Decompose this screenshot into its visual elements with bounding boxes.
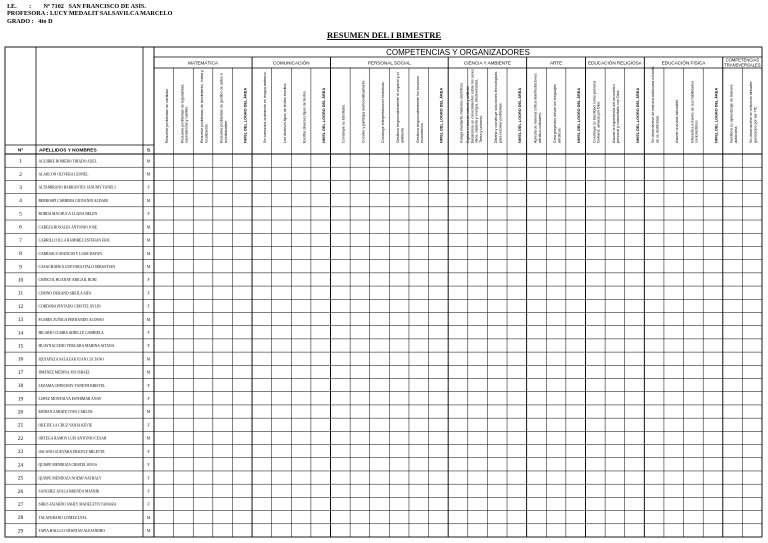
column-header-text: Construye su identidad como persona bbox=[592, 80, 597, 143]
column-header-text: económicos. bbox=[420, 122, 425, 143]
student-sex: M bbox=[146, 436, 151, 441]
nivel-logro-header bbox=[517, 88, 522, 143]
student-number: 28 bbox=[17, 515, 24, 522]
student-number: 20 bbox=[17, 409, 24, 416]
column-header-text: Lee diversos tipos de textos escritos. bbox=[282, 82, 287, 143]
student-name: HUAYNACCHIO VERGARA MARINA AITANA bbox=[38, 344, 115, 349]
column-header-text: Aprecia de manera crítica manifestaciones bbox=[533, 73, 538, 143]
column-header-text: NIVEL DEL LOGRO DEL ÁREA bbox=[635, 87, 640, 143]
student-sex: F bbox=[147, 476, 150, 481]
column-header-text: Escribe diversos tipos de textos. bbox=[302, 90, 307, 143]
competencia-header bbox=[592, 80, 600, 143]
competencia-header bbox=[675, 99, 679, 143]
student-number: 22 bbox=[17, 435, 24, 442]
column-header-text: Asume una vida saludable. bbox=[675, 98, 680, 143]
student-sex: M bbox=[146, 357, 151, 362]
student-name: BERROSPI CABRERA GIOVANNI ALDAIR bbox=[38, 198, 108, 203]
nivel-logro-header bbox=[713, 88, 718, 143]
student-number: 3 bbox=[19, 185, 22, 192]
student-name: CABEZA ROSALES ANTONIO JOSE bbox=[38, 225, 98, 230]
nivel-logro-header bbox=[635, 88, 640, 143]
student-name: ORTEGA RAMOS LUIS ANTONIO CESAR bbox=[38, 436, 107, 441]
column-header-text: NIVEL DEL LOGRO DEL ÁREA bbox=[518, 87, 523, 143]
student-number: 12 bbox=[17, 303, 24, 310]
column-header-text: Crea proyectos desde los lenguajes bbox=[553, 84, 558, 143]
student-number: 27 bbox=[17, 501, 24, 508]
student-number: 25 bbox=[17, 475, 24, 482]
profesora-line: PROFESORA : LUCY MEDALIT SALSAVILCA MARCELO bbox=[7, 10, 173, 18]
student-name: CARRASCO MANCISI Y LIAM DAYAN bbox=[38, 251, 103, 256]
area-header: COMPETENCIAS bbox=[725, 57, 760, 63]
competencia-header bbox=[651, 66, 659, 143]
student-number: 29 bbox=[17, 528, 24, 535]
student-number: 24 bbox=[17, 462, 24, 469]
competencia-header bbox=[416, 76, 424, 143]
student-sex: M bbox=[146, 264, 151, 269]
student-name: TALAVERANO GOMEZ LYAL bbox=[38, 515, 87, 520]
student-number: 19 bbox=[17, 396, 24, 403]
column-header-text: de su motricidad. bbox=[655, 114, 660, 143]
student-sex: M bbox=[146, 529, 151, 534]
student-name: CORDOBA PINTADO CRISTEL AYLIN bbox=[38, 304, 101, 309]
column-header-text: Tierra y universo. bbox=[478, 114, 483, 143]
student-name: FLORES ZUÑIGA FERNANDO ALONSO bbox=[38, 317, 104, 322]
column-header-text: NIVEL DEL LOGRO DEL ÁREA bbox=[243, 87, 248, 143]
column-header-text: autónoma. bbox=[733, 125, 738, 143]
competencia-header bbox=[553, 84, 561, 143]
student-name: HILARIO CUSIBA ADIELLE GABRIELA bbox=[38, 330, 104, 335]
column-header-text: NIVEL DEL LOGRO DEL ÁREA bbox=[439, 87, 444, 143]
student-name: ORE DE LA CRUZ VANIA KEVIE bbox=[38, 423, 93, 428]
student-sex: M bbox=[146, 410, 151, 415]
student-number: 21 bbox=[17, 422, 24, 429]
column-header-text: Se comunica oralmente en lengua materna. bbox=[263, 71, 268, 143]
student-sex: F bbox=[147, 449, 150, 454]
student-sex: M bbox=[146, 515, 151, 520]
area-header: EDUCACIÓN RELIGIOSA bbox=[588, 60, 642, 66]
student-sex: F bbox=[147, 502, 150, 507]
student-sex: F bbox=[147, 423, 150, 428]
competencia-header bbox=[533, 73, 541, 143]
student-number: 15 bbox=[17, 343, 24, 350]
column-header-text: Resuelve problemas de gestión de datos e bbox=[219, 73, 224, 143]
student-number: 23 bbox=[17, 449, 24, 456]
header-no: Nº bbox=[17, 148, 24, 154]
student-sex: F bbox=[147, 304, 150, 309]
area-header: COMUNICACIÓN bbox=[273, 60, 310, 66]
column-header-text: localización. bbox=[204, 122, 209, 143]
student-sex: F bbox=[147, 185, 150, 190]
competencia-header bbox=[494, 72, 502, 143]
column-header-text: Interactúa a través de sus habilidades bbox=[690, 80, 695, 143]
student-sex: F bbox=[147, 212, 150, 217]
column-header-text: personal y comunitario con Dios. bbox=[616, 89, 621, 143]
student-name: SIRES FAJARDO ASHLY MADELEYN TAMARA bbox=[38, 502, 117, 507]
student-name: AGUIRRE ROMERO TIRADO AXEL bbox=[38, 159, 97, 164]
page-title: RESUMEN DEL I BIMESTRE bbox=[326, 30, 442, 40]
competencia-header bbox=[690, 81, 698, 143]
area-header: TRANSVERSALES bbox=[724, 62, 761, 68]
column-header-text: Explica el mundo natural y artificial bbox=[466, 86, 471, 143]
student-name: SANCHEZ AYALA BRENDA MAYRIK bbox=[38, 489, 100, 494]
student-number: 8 bbox=[19, 251, 22, 258]
student-sex: M bbox=[146, 159, 151, 164]
student-name: QUISPE MENDOZA NOEMI NATHALY bbox=[38, 476, 102, 481]
header-apellidos-nombres: APELLIDOS Y NOMBRES bbox=[39, 148, 97, 154]
column-header-text: Resuelve problemas de regularidad, bbox=[180, 83, 185, 143]
competencia-header bbox=[165, 88, 169, 143]
student-sex: F bbox=[147, 463, 150, 468]
column-header-text: basándose en conocimientos sobre los seres bbox=[470, 69, 475, 143]
competencia-header bbox=[466, 69, 483, 143]
column-header-text: generados por las TIC. bbox=[753, 105, 758, 143]
competencia-header bbox=[263, 71, 267, 143]
column-header-text: equivalencia y cambio. bbox=[184, 105, 189, 143]
student-name: LEZAMA CHINCHAY YANETH KRISTEL bbox=[38, 383, 106, 388]
student-sex: M bbox=[146, 370, 151, 375]
student-sex: M bbox=[146, 251, 151, 256]
competencia-header bbox=[342, 104, 346, 143]
student-name: CASACHAHUA GUEVARA ITALO SEBASTIAN bbox=[38, 264, 116, 269]
column-header-text: Asume la experiencia del encuentro bbox=[611, 84, 616, 143]
area-header: MATEMÁTICA bbox=[188, 60, 218, 66]
student-sex: F bbox=[147, 330, 150, 335]
column-header-text: Convive y participa democráticamente. bbox=[361, 79, 366, 143]
student-number: 2 bbox=[19, 171, 22, 178]
area-header: CIENCIA Y AMBIENTE bbox=[463, 60, 511, 66]
student-sex: F bbox=[147, 489, 150, 494]
ie-value: Nº 7102 SAN FRANCISCO DE ASIS. bbox=[43, 3, 146, 10]
competencia-header bbox=[200, 70, 208, 143]
column-header-text: ambiente. bbox=[400, 126, 405, 143]
column-header-text: Se desenvuelve de manera autónoma a través bbox=[651, 66, 656, 143]
area-header: PERSONAL SOCIAL bbox=[367, 60, 411, 66]
student-name: MORAN ZARATE IVAN CARLOS bbox=[38, 410, 93, 415]
column-header-text: Indaga mediante métodos científicos. bbox=[459, 81, 464, 143]
header-sexo: S bbox=[146, 148, 151, 154]
student-number: 5 bbox=[19, 211, 22, 218]
competencia-header bbox=[396, 72, 404, 143]
competencia-header bbox=[180, 84, 188, 143]
column-header-text: sociomotrices. bbox=[694, 119, 699, 143]
student-name: QUISPE MENDOZA CRISTEL ROUS bbox=[38, 463, 98, 468]
column-header-text: Diseña y construye soluciones tecnológicas bbox=[494, 71, 499, 143]
nivel-logro-header bbox=[576, 88, 581, 143]
student-number: 7 bbox=[19, 237, 22, 244]
nivel-logro-header bbox=[439, 88, 444, 143]
student-name: ALTAMIRANO BARRANTES JANUMY YANELI bbox=[38, 185, 116, 190]
student-number: 6 bbox=[19, 224, 22, 231]
nivel-logro-header bbox=[243, 88, 248, 143]
student-number: 26 bbox=[17, 488, 24, 495]
student-number: 17 bbox=[17, 369, 24, 376]
student-sex: F bbox=[147, 383, 150, 388]
student-number: 10 bbox=[17, 277, 24, 284]
ie-separator: : bbox=[29, 3, 32, 10]
competencia-header bbox=[283, 83, 287, 143]
column-header-text: Gestiona responsablemente los recursos bbox=[415, 75, 420, 143]
student-name: CIMINO DURAND SHEILA SIFA bbox=[38, 291, 92, 296]
student-number: 11 bbox=[17, 290, 24, 297]
student-name: BORDA MACHUCA LUANA BELEN bbox=[38, 212, 98, 217]
column-header-text: Construye interpretaciones históricas. bbox=[380, 81, 385, 143]
student-sex: F bbox=[147, 397, 150, 402]
student-name: LOPEZ MONTALVA ESTHIMAR ANAY bbox=[38, 397, 102, 402]
column-header-text: artístico-culturales. bbox=[537, 112, 542, 143]
ie-label: I.E. bbox=[7, 3, 17, 10]
competencia-header bbox=[302, 90, 306, 143]
student-name: TAPIA HALLCO CRISTIAN ALEJANDRO bbox=[38, 529, 106, 534]
column-header-text: Gestiona su aprendizaje de manera bbox=[729, 84, 734, 143]
student-sex: M bbox=[146, 238, 151, 243]
student-number: 1 bbox=[19, 158, 22, 165]
student-number: 13 bbox=[17, 317, 24, 324]
column-header-text: artísticos. bbox=[557, 127, 562, 143]
student-sex: M bbox=[146, 317, 151, 322]
column-header-text: vivos, materia y energía, biodiversidad, bbox=[474, 79, 479, 143]
area-header: ARTE bbox=[549, 60, 563, 66]
column-header-text: Gestiona responsablemente el espacio y el bbox=[396, 72, 401, 143]
grado-line: GRADO : 4to D bbox=[7, 17, 53, 25]
competencia-header bbox=[459, 82, 463, 143]
competencia-header bbox=[612, 84, 620, 143]
column-header-text: Resuelve problemas de movimiento, forma y bbox=[200, 70, 205, 143]
column-header-text: Se desenvuelve en entornos virtuales bbox=[749, 81, 754, 143]
column-header-text: NIVEL DEL LOGRO DEL ÁREA bbox=[714, 87, 719, 143]
student-name: IQUIAPAZA SALAZAR JUAN LUCIANO bbox=[38, 357, 104, 362]
area-header: EDUCACIÓN FÍSICA bbox=[661, 60, 706, 66]
column-header-text: NIVEL DEL LOGRO DEL ÁREA bbox=[576, 87, 581, 143]
competencia-header bbox=[361, 79, 365, 143]
column-header-text: NIVEL DEL LOGRO DEL ÁREA bbox=[322, 87, 327, 143]
student-sex: M bbox=[146, 172, 151, 177]
student-name: OSCANO GUEVARA ERICELY MILETTE bbox=[38, 449, 105, 454]
student-sex: F bbox=[147, 278, 150, 283]
student-sex: M bbox=[146, 198, 151, 203]
student-number: 4 bbox=[19, 198, 22, 205]
competencia-header bbox=[749, 81, 757, 143]
student-number: 9 bbox=[19, 264, 22, 271]
column-header-text: Resuelve problemas de cantidad. bbox=[165, 88, 170, 143]
column-header-text: Construye su identidad. bbox=[341, 104, 346, 143]
competencias-header: COMPETENCIAS Y ORGANIZADORES bbox=[386, 48, 530, 57]
column-header-text: incertidumbre bbox=[223, 120, 228, 143]
competencia-header bbox=[220, 73, 228, 143]
competencia-header bbox=[381, 81, 385, 143]
column-header-text: humana, amada por Dios. bbox=[596, 100, 601, 143]
student-name: JIMENEZ MEDINA JOS ISRAEL bbox=[38, 370, 91, 375]
competencia-header bbox=[730, 84, 738, 143]
student-name: CARRILLO ILLA RAMIREZ ESTEBAN ERIC bbox=[38, 238, 111, 243]
student-number: 16 bbox=[17, 356, 24, 363]
column-header-text: para resolver problemas. bbox=[498, 102, 503, 143]
nivel-logro-header bbox=[321, 88, 326, 143]
student-name: ALARCON OLIVERA LEONEL bbox=[38, 172, 89, 177]
student-sex: M bbox=[146, 225, 151, 230]
student-name: CHINCOL HUANAY ABIGAIL RUBI bbox=[38, 278, 97, 283]
student-number: 18 bbox=[17, 383, 24, 390]
student-number: 14 bbox=[17, 330, 24, 337]
student-sex: F bbox=[147, 344, 150, 349]
student-sex: F bbox=[147, 291, 150, 296]
